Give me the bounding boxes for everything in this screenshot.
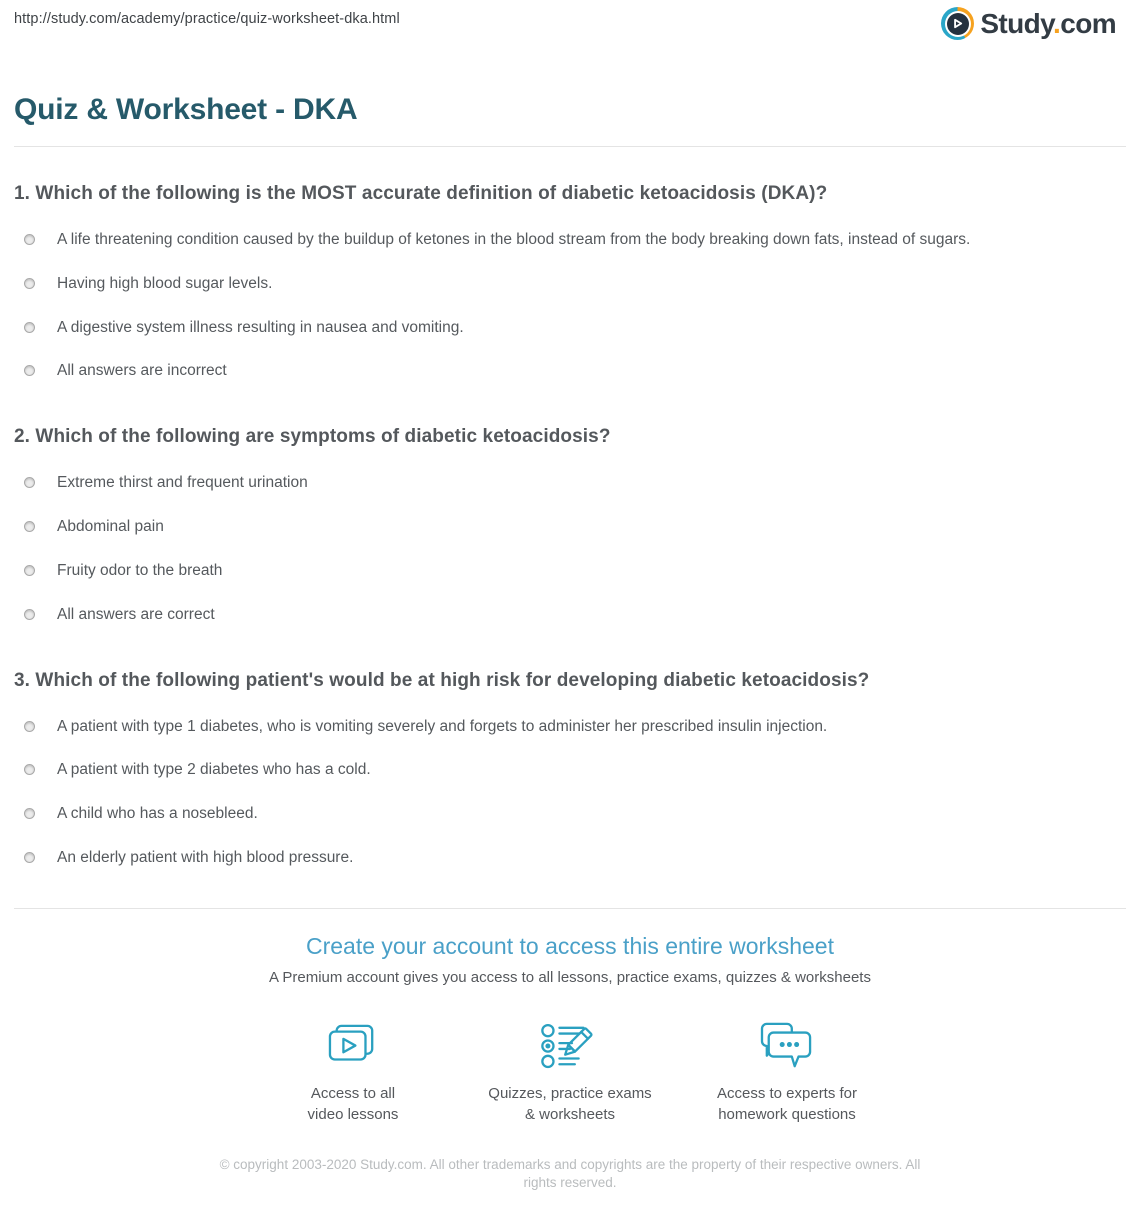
question-2-option-1[interactable] bbox=[14, 474, 1126, 492]
question-2-heading: 2. Which of the following are symptoms of diabetic ketoacidosis? bbox=[14, 426, 611, 448]
section-divider bbox=[14, 908, 1126, 909]
question-1-option-1[interactable] bbox=[14, 231, 1126, 249]
question-3 bbox=[14, 670, 1126, 867]
question-1-heading: 1. Which of the following is the MOST accurate definition of diabetic ketoacidosis (DKA)? bbox=[14, 183, 828, 204]
feature-quizzes-worksheets bbox=[467, 1021, 674, 1125]
feature-label-line1: Access to all bbox=[310, 1084, 396, 1102]
feature-label-line2: & worksheets bbox=[524, 1105, 616, 1123]
question-3-option-2[interactable] bbox=[14, 761, 1126, 779]
study-logo-play-icon bbox=[941, 7, 974, 40]
feature-expert-help bbox=[684, 1021, 891, 1125]
radio-button[interactable] bbox=[24, 322, 35, 333]
option-label: Abdominal pain bbox=[57, 518, 164, 536]
features-row bbox=[0, 1021, 1140, 1125]
option-label: A child who has a nosebleed. bbox=[57, 805, 258, 823]
option-label: All answers are incorrect bbox=[57, 362, 227, 380]
feature-label bbox=[467, 1083, 674, 1125]
cta-heading: Create your account to access this entire worksheet bbox=[306, 932, 834, 959]
radio-button[interactable] bbox=[24, 234, 35, 245]
radio-button[interactable] bbox=[24, 521, 35, 532]
cta-subheading: A Premium account gives you access to all lessons, practice exams, quizzes & worksheets bbox=[269, 968, 871, 986]
option-label: All answers are correct bbox=[57, 605, 215, 623]
option-label: A digestive system illness resulting in nausea and vomiting. bbox=[57, 318, 464, 336]
option-label: Extreme thirst and frequent urination bbox=[57, 474, 308, 492]
option-label: A patient with type 2 diabetes who has a cold. bbox=[57, 761, 371, 779]
feature-label-line1: Quizzes, practice exams bbox=[488, 1084, 652, 1102]
question-1-option-4[interactable] bbox=[14, 362, 1126, 380]
feature-video-lessons bbox=[250, 1021, 457, 1125]
radio-button[interactable] bbox=[24, 808, 35, 819]
radio-button[interactable] bbox=[24, 764, 35, 775]
question-1 bbox=[14, 183, 1126, 380]
video-lessons-icon bbox=[250, 1021, 457, 1071]
option-label: Fruity odor to the breath bbox=[57, 561, 223, 579]
radio-button[interactable] bbox=[24, 852, 35, 863]
question-3-heading: 3. Which of the following patient's would be at high risk for developing diabetic ketoacidosis? bbox=[14, 669, 870, 691]
option-label: A patient with type 1 diabetes, who is vomiting severely and forgets to administer her prescribed insulin injection. bbox=[57, 717, 828, 735]
logo-com: com bbox=[1060, 7, 1116, 39]
radio-button[interactable] bbox=[24, 477, 35, 488]
quiz-checklist-icon bbox=[467, 1021, 674, 1071]
question-2-option-2[interactable] bbox=[14, 518, 1126, 536]
quiz-section bbox=[0, 183, 1140, 867]
page-header bbox=[0, 0, 1140, 50]
radio-button[interactable] bbox=[24, 721, 35, 732]
study-logo[interactable] bbox=[941, 7, 1116, 40]
feature-label-line1: Access to experts for bbox=[716, 1084, 858, 1102]
question-3-option-4[interactable] bbox=[14, 849, 1126, 867]
cta-section bbox=[0, 933, 1140, 986]
logo-study: Study bbox=[980, 7, 1054, 39]
question-3-option-3[interactable] bbox=[14, 805, 1126, 823]
option-label: An elderly patient with high blood pressure. bbox=[57, 848, 354, 866]
logo-dot: . bbox=[1053, 7, 1061, 39]
copyright-text: © copyright 2003-2020 Study.com. All other trademarks and copyrights are the property of their respective owners. All rights reserved. bbox=[219, 1156, 921, 1190]
radio-button[interactable] bbox=[24, 278, 35, 289]
question-2 bbox=[14, 426, 1126, 623]
page-title: Quiz & Worksheet - DKA bbox=[14, 93, 358, 126]
feature-label bbox=[684, 1083, 891, 1125]
option-label: Having high blood sugar levels. bbox=[57, 274, 273, 292]
radio-button[interactable] bbox=[24, 565, 35, 576]
option-label: A life threatening condition caused by the buildup of ketones in the blood stream from the body breaking down fats, instead of sugars. bbox=[57, 231, 971, 248]
title-divider bbox=[14, 146, 1126, 147]
question-2-option-3[interactable] bbox=[14, 562, 1126, 580]
feature-label-line2: video lessons bbox=[307, 1105, 399, 1123]
feature-label-line2: homework questions bbox=[718, 1105, 856, 1123]
chat-bubbles-icon bbox=[684, 1021, 891, 1071]
question-2-option-4[interactable] bbox=[14, 606, 1126, 624]
question-1-option-3[interactable] bbox=[14, 319, 1126, 337]
question-3-option-1[interactable] bbox=[14, 718, 1126, 736]
radio-button[interactable] bbox=[24, 365, 35, 376]
study-logo-text bbox=[980, 8, 1116, 40]
question-1-option-2[interactable] bbox=[14, 275, 1126, 293]
page-url: http://study.com/academy/practice/quiz-worksheet-dka.html bbox=[14, 11, 400, 27]
radio-button[interactable] bbox=[24, 609, 35, 620]
feature-label bbox=[250, 1083, 457, 1125]
